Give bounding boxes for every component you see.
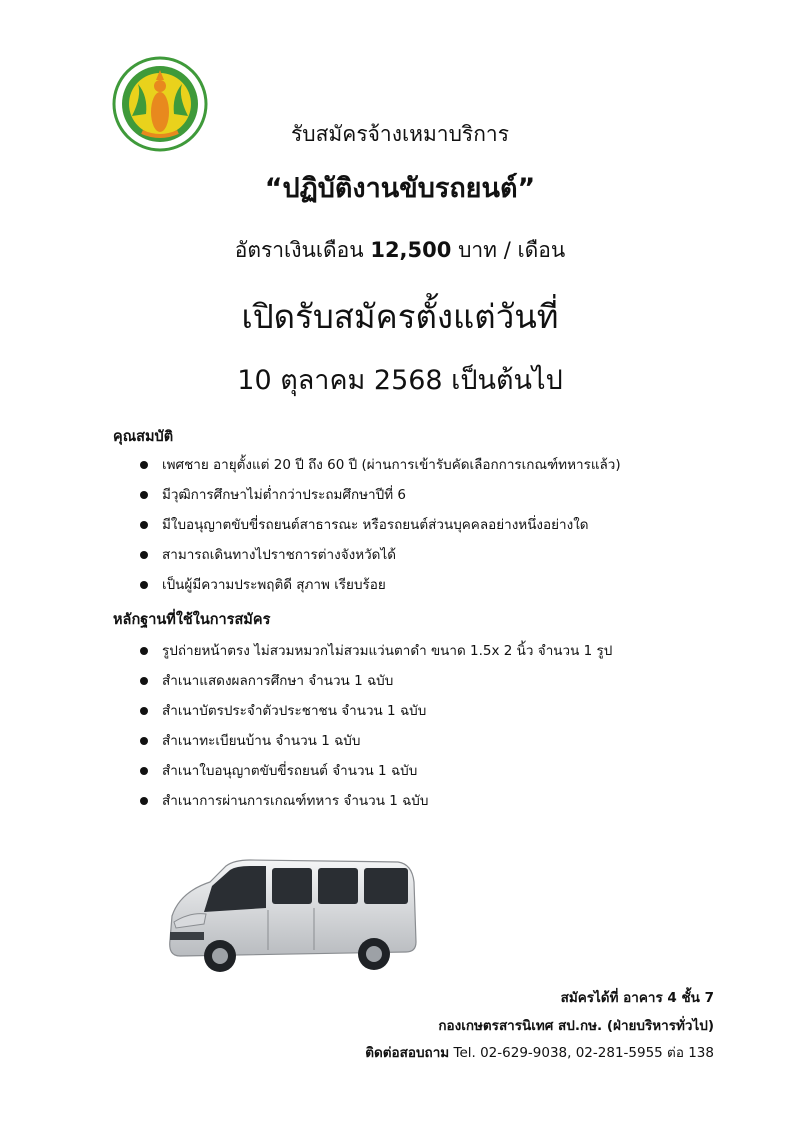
bullet-icon (140, 797, 148, 805)
contact-label: ติดต่อสอบถาม (365, 1045, 450, 1061)
list-item: มีใบอนุญาตขับขี่รถยนต์สาธารณะ หรือรถยนต์ส่วนบุคคลอย่างหนึ่งอย่างใด (140, 514, 621, 544)
qualifications-heading: คุณสมบัติ (113, 429, 174, 445)
open-text: เปิดรับสมัครตั้งแต่วันที่ (241, 297, 559, 336)
bullet-icon (140, 677, 148, 685)
van-icon (160, 852, 420, 982)
list-item: เพศชาย อายุตั้งแต่ 20 ปี ถึง 60 ปี (ผ่านการเข้ารับคัดเลือกการเกณฑ์ทหารแล้ว) (140, 454, 621, 484)
salary-suffix: บาท / เดือน (458, 238, 566, 262)
salary-line (0, 234, 800, 267)
bullet-icon (140, 521, 148, 529)
bullet-icon (140, 737, 148, 745)
list-item: สำเนาทะเบียนบ้าน จำนวน 1 ฉบับ (140, 730, 612, 760)
documents-list (140, 640, 612, 820)
list-item: สำเนาบัตรประจำตัวประชาชน จำนวน 1 ฉบับ (140, 700, 612, 730)
apply-location: สมัครได้ที่ อาคาร 4 ชั้น 7 (560, 990, 714, 1006)
announcement-subtitle: รับสมัครจ้างเหมาบริการ (291, 122, 509, 146)
documents-heading: หลักฐานที่ใช้ในการสมัคร (113, 612, 271, 628)
list-item: สำเนาการผ่านการเกณฑ์ทหาร จำนวน 1 ฉบับ (140, 790, 612, 820)
bullet-icon (140, 551, 148, 559)
phone-numbers: Tel. 02-629-9038, 02-281-5955 ต่อ 138 (453, 1045, 714, 1061)
bullet-icon (140, 707, 148, 715)
bullet-icon (140, 491, 148, 499)
list-item: รูปถ่ายหน้าตรง ไม่สวมหมวกไม่สวมแว่นตาดำ ขนาด 1.5x 2 นิ้ว จำนวน 1 รูป (140, 640, 612, 670)
bullet-icon (140, 461, 148, 469)
job-title: “ปฏิบัติงานขับรถยนต์” (264, 173, 536, 204)
salary-prefix: อัตราเงินเดือน (234, 238, 364, 262)
list-item: เป็นผู้มีความประพฤติดี สุภาพ เรียบร้อย (140, 574, 621, 604)
list-item: มีวุฒิการศึกษาไม่ต่ำกว่าประถมศึกษาปีที่ 6 (140, 484, 621, 514)
bullet-icon (140, 767, 148, 775)
contact-phone (365, 1041, 714, 1063)
bullet-icon (140, 581, 148, 589)
bullet-icon (140, 647, 148, 655)
salary-amount: 12,500 (370, 238, 452, 262)
list-item: สามารถเดินทางไปราชการต่างจังหวัดได้ (140, 544, 621, 574)
list-item: สำเนาแสดงผลการศึกษา จำนวน 1 ฉบับ (140, 670, 612, 700)
list-item: สำเนาใบอนุญาตขับขี่รถยนต์ จำนวน 1 ฉบับ (140, 760, 612, 790)
qualifications-list (140, 454, 621, 604)
open-date: 10 ตุลาคม 2568 เป็นต้นไป (237, 365, 563, 396)
office-name: กองเกษตรสารนิเทศ สป.กษ. (ฝ่ายบริหารทั่วไป) (438, 1018, 714, 1034)
